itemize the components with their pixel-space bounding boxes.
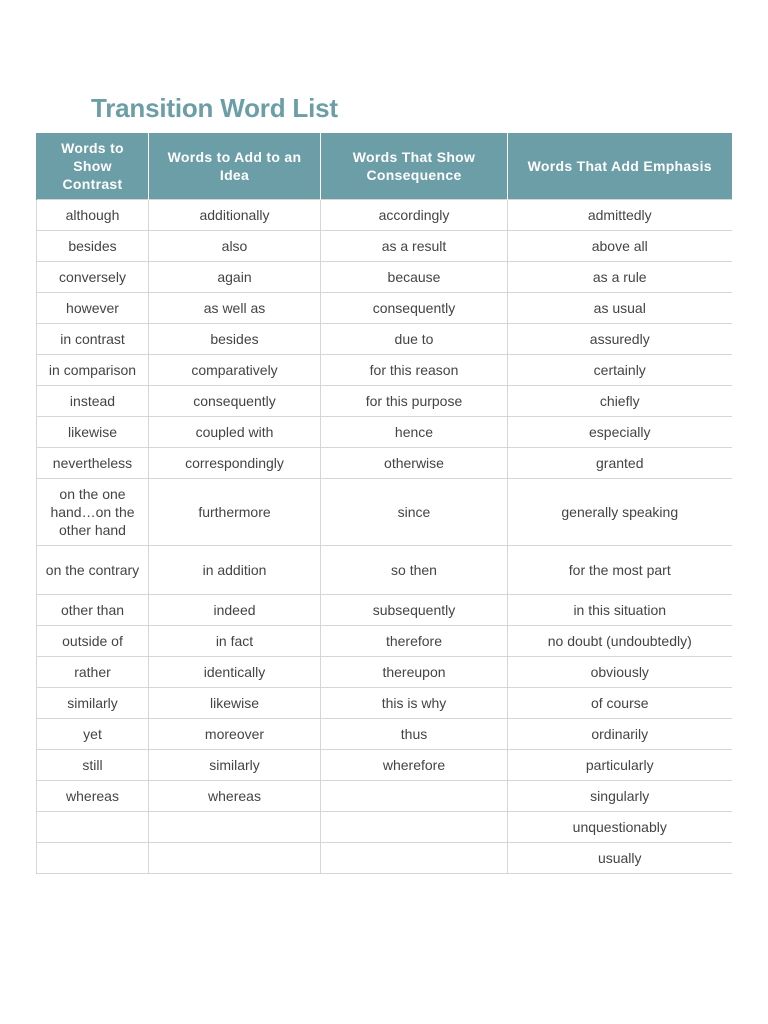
table-row (37, 812, 732, 843)
table-row (37, 324, 732, 355)
table-row (37, 262, 732, 293)
cell-consequence (321, 843, 508, 874)
cell-contrast: on the one hand…on the other hand (37, 479, 149, 546)
cell-emphasis: especially (508, 417, 732, 448)
cell-consequence: this is why (321, 688, 508, 719)
cell-consequence: otherwise (321, 448, 508, 479)
cell-emphasis: singularly (508, 781, 732, 812)
cell-contrast: in contrast (37, 324, 149, 355)
cell-contrast: although (37, 200, 149, 231)
cell-emphasis: unquestionably (508, 812, 732, 843)
cell-consequence: accordingly (321, 200, 508, 231)
cell-contrast: nevertheless (37, 448, 149, 479)
cell-contrast: whereas (37, 781, 149, 812)
cell-emphasis: no doubt (undoubtedly) (508, 626, 732, 657)
cell-contrast: outside of (37, 626, 149, 657)
cell-add-idea: coupled with (149, 417, 321, 448)
cell-consequence (321, 781, 508, 812)
cell-consequence: thus (321, 719, 508, 750)
table-row (37, 355, 732, 386)
cell-emphasis: admittedly (508, 200, 732, 231)
cell-add-idea (149, 812, 321, 843)
cell-consequence: because (321, 262, 508, 293)
table-row (37, 448, 732, 479)
cell-add-idea: besides (149, 324, 321, 355)
cell-emphasis: obviously (508, 657, 732, 688)
table-row (37, 293, 732, 324)
cell-contrast: on the contrary (37, 546, 149, 595)
table-row (37, 843, 732, 874)
cell-add-idea: whereas (149, 781, 321, 812)
cell-add-idea: identically (149, 657, 321, 688)
cell-consequence: since (321, 479, 508, 546)
cell-consequence: therefore (321, 626, 508, 657)
cell-emphasis: for the most part (508, 546, 732, 595)
table-row (37, 479, 732, 546)
cell-contrast (37, 812, 149, 843)
header-contrast: Words to Show Contrast (37, 133, 149, 200)
cell-add-idea: additionally (149, 200, 321, 231)
cell-emphasis: assuredly (508, 324, 732, 355)
cell-emphasis: above all (508, 231, 732, 262)
cell-contrast: yet (37, 719, 149, 750)
cell-emphasis: in this situation (508, 595, 732, 626)
table-header-row (37, 133, 732, 200)
table-row (37, 750, 732, 781)
table-row (37, 781, 732, 812)
cell-emphasis: as usual (508, 293, 732, 324)
cell-emphasis: particularly (508, 750, 732, 781)
header-emphasis: Words That Add Emphasis (508, 133, 732, 200)
cell-contrast: instead (37, 386, 149, 417)
cell-add-idea: in fact (149, 626, 321, 657)
cell-emphasis: generally speaking (508, 479, 732, 546)
cell-consequence: as a result (321, 231, 508, 262)
cell-emphasis: usually (508, 843, 732, 874)
cell-consequence: hence (321, 417, 508, 448)
cell-add-idea: moreover (149, 719, 321, 750)
cell-emphasis: granted (508, 448, 732, 479)
cell-add-idea: again (149, 262, 321, 293)
header-add-idea: Words to Add to an Idea (149, 133, 321, 200)
cell-emphasis: of course (508, 688, 732, 719)
cell-emphasis: ordinarily (508, 719, 732, 750)
transition-word-table (36, 133, 732, 874)
cell-contrast: still (37, 750, 149, 781)
table-row (37, 417, 732, 448)
table-row (37, 719, 732, 750)
cell-consequence: consequently (321, 293, 508, 324)
cell-add-idea: comparatively (149, 355, 321, 386)
cell-contrast: likewise (37, 417, 149, 448)
cell-consequence: so then (321, 546, 508, 595)
cell-consequence: due to (321, 324, 508, 355)
header-consequence: Words That Show Consequence (321, 133, 508, 200)
cell-consequence: wherefore (321, 750, 508, 781)
cell-add-idea: similarly (149, 750, 321, 781)
cell-consequence: subsequently (321, 595, 508, 626)
cell-consequence (321, 812, 508, 843)
cell-contrast: other than (37, 595, 149, 626)
table-body (37, 200, 732, 874)
cell-add-idea: likewise (149, 688, 321, 719)
cell-contrast: however (37, 293, 149, 324)
cell-contrast: in comparison (37, 355, 149, 386)
table-row (37, 657, 732, 688)
table-row (37, 626, 732, 657)
cell-emphasis: chiefly (508, 386, 732, 417)
table-row (37, 595, 732, 626)
cell-add-idea: as well as (149, 293, 321, 324)
cell-contrast: conversely (37, 262, 149, 293)
cell-add-idea: consequently (149, 386, 321, 417)
cell-add-idea: in addition (149, 546, 321, 595)
cell-add-idea: indeed (149, 595, 321, 626)
cell-contrast (37, 843, 149, 874)
cell-add-idea: also (149, 231, 321, 262)
table-row (37, 200, 732, 231)
cell-consequence: for this purpose (321, 386, 508, 417)
table-row (37, 688, 732, 719)
cell-contrast: rather (37, 657, 149, 688)
table-row (37, 546, 732, 595)
page-title: Transition Word List (91, 93, 338, 123)
cell-add-idea (149, 843, 321, 874)
cell-consequence: for this reason (321, 355, 508, 386)
cell-emphasis: certainly (508, 355, 732, 386)
cell-contrast: besides (37, 231, 149, 262)
cell-emphasis: as a rule (508, 262, 732, 293)
table-row (37, 231, 732, 262)
cell-add-idea: furthermore (149, 479, 321, 546)
cell-consequence: thereupon (321, 657, 508, 688)
table-row (37, 386, 732, 417)
cell-contrast: similarly (37, 688, 149, 719)
cell-add-idea: correspondingly (149, 448, 321, 479)
